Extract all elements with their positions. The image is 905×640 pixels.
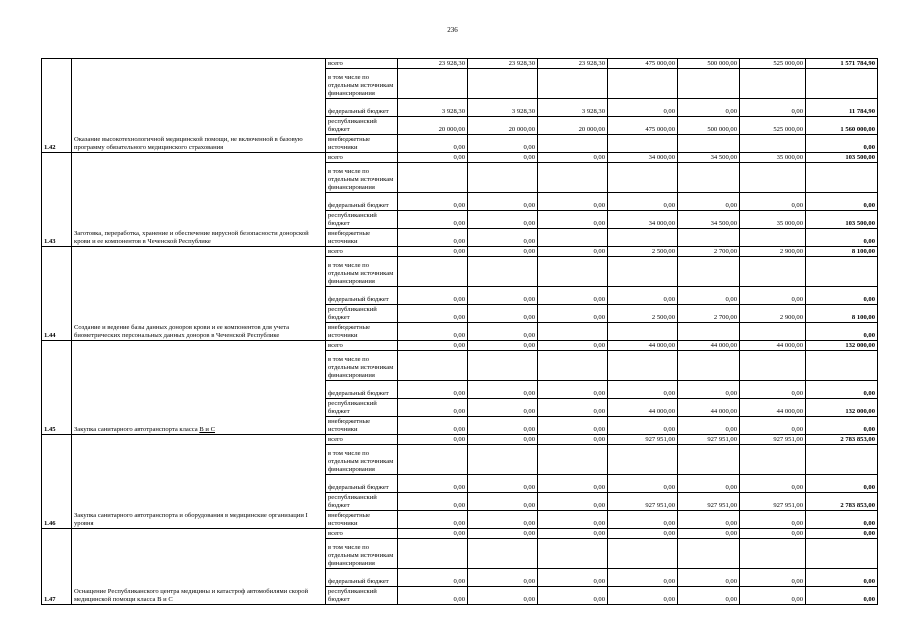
funding-source-label: всего [326,435,398,445]
year-amount-cell: 0,00 [398,229,468,247]
year-amount-cell: 0,00 [468,381,538,399]
year-amount-cell: 0,00 [468,211,538,229]
financing-table [41,58,878,605]
funding-source-label: федеральный бюджет [326,287,398,305]
item-number: 1.44 [42,247,72,341]
year-amount-cell: 23 928,30 [538,59,608,69]
year-amount-cell [678,539,740,569]
total-amount-cell: 0,00 [806,569,878,587]
year-amount-cell: 0,00 [468,475,538,493]
year-amount-cell: 23 928,30 [398,59,468,69]
year-amount-cell: 44 000,00 [608,399,678,417]
year-amount-cell: 0,00 [740,529,806,539]
total-amount-cell: 0,00 [806,475,878,493]
year-amount-cell: 0,00 [678,529,740,539]
funding-source-label: федеральный бюджет [326,193,398,211]
year-amount-cell: 0,00 [468,435,538,445]
year-amount-cell: 0,00 [740,193,806,211]
year-amount-cell: 0,00 [608,569,678,587]
year-amount-cell: 0,00 [398,417,468,435]
item-name: Создание и ведение базы данных доноров крови и ее компонентов для учета биометрических персональных данных доноров в Чеченской Республике [72,247,326,341]
year-amount-cell: 0,00 [740,511,806,529]
year-amount-cell: 0,00 [468,247,538,257]
year-amount-cell [538,539,608,569]
year-amount-cell [740,163,806,193]
year-amount-cell: 0,00 [538,305,608,323]
year-amount-cell: 475 000,00 [608,59,678,69]
year-amount-cell [538,445,608,475]
funding-source-label: федеральный бюджет [326,99,398,117]
item-name: Закупка санитарного автотранспорта и оборудования в медицинские организации I уровня [72,435,326,529]
total-amount-cell: 0,00 [806,193,878,211]
year-amount-cell [398,257,468,287]
year-amount-cell: 20 000,00 [468,117,538,135]
total-amount-cell: 0,00 [806,587,878,605]
year-amount-cell: 927 951,00 [678,435,740,445]
year-amount-cell: 0,00 [538,399,608,417]
year-amount-cell [678,323,740,341]
funding-source-label: республиканский бюджет [326,493,398,511]
year-amount-cell: 0,00 [678,99,740,117]
year-amount-cell: 44 000,00 [678,341,740,351]
year-amount-cell: 34 000,00 [608,153,678,163]
year-amount-cell: 2 700,00 [678,305,740,323]
year-amount-cell: 0,00 [468,229,538,247]
year-amount-cell: 0,00 [538,417,608,435]
year-amount-cell: 0,00 [398,435,468,445]
year-amount-cell: 500 000,00 [678,59,740,69]
table-row [42,153,878,163]
year-amount-cell: 0,00 [538,381,608,399]
year-amount-cell: 0,00 [398,305,468,323]
year-amount-cell [398,163,468,193]
year-amount-cell: 0,00 [608,193,678,211]
year-amount-cell: 44 000,00 [678,399,740,417]
funding-source-label: всего [326,153,398,163]
table-row [42,435,878,445]
year-amount-cell: 0,00 [468,323,538,341]
year-amount-cell [678,229,740,247]
year-amount-cell: 0,00 [468,287,538,305]
year-amount-cell [398,445,468,475]
year-amount-cell: 0,00 [678,287,740,305]
year-amount-cell: 35 000,00 [740,211,806,229]
year-amount-cell [538,135,608,153]
year-amount-cell: 0,00 [468,135,538,153]
year-amount-cell: 0,00 [398,475,468,493]
year-amount-cell: 0,00 [398,153,468,163]
year-amount-cell: 20 000,00 [398,117,468,135]
year-amount-cell: 0,00 [538,493,608,511]
total-amount-cell: 0,00 [806,287,878,305]
total-amount-cell [806,445,878,475]
year-amount-cell: 0,00 [468,529,538,539]
year-amount-cell: 0,00 [538,529,608,539]
year-amount-cell: 2 500,00 [608,305,678,323]
table-row [42,341,878,351]
funding-source-label: федеральный бюджет [326,475,398,493]
year-amount-cell [678,135,740,153]
table-row [42,59,878,69]
year-amount-cell: 0,00 [468,587,538,605]
year-amount-cell: 0,00 [398,511,468,529]
year-amount-cell: 0,00 [468,511,538,529]
year-amount-cell: 0,00 [468,417,538,435]
year-amount-cell [468,163,538,193]
year-amount-cell: 20 000,00 [538,117,608,135]
total-amount-cell: 8 100,00 [806,305,878,323]
funding-source-label: республиканский бюджет [326,305,398,323]
year-amount-cell: 0,00 [538,435,608,445]
total-amount-cell: 2 783 853,00 [806,493,878,511]
year-amount-cell: 0,00 [740,417,806,435]
year-amount-cell: 525 000,00 [740,117,806,135]
year-amount-cell: 2 500,00 [608,247,678,257]
year-amount-cell: 0,00 [398,211,468,229]
year-amount-cell: 0,00 [538,153,608,163]
funding-source-label: всего [326,247,398,257]
year-amount-cell [740,445,806,475]
year-amount-cell: 0,00 [608,587,678,605]
year-amount-cell [740,257,806,287]
item-number: 1.45 [42,341,72,435]
funding-source-label: в том числе по отдельным источникам финансирования [326,539,398,569]
year-amount-cell [468,539,538,569]
year-amount-cell: 0,00 [678,587,740,605]
year-amount-cell: 34 500,00 [678,211,740,229]
year-amount-cell [608,69,678,99]
year-amount-cell: 0,00 [398,399,468,417]
funding-source-label: в том числе по отдельным источникам финансирования [326,69,398,99]
year-amount-cell [468,445,538,475]
year-amount-cell: 44 000,00 [740,341,806,351]
funding-source-label: в том числе по отдельным источникам финансирования [326,445,398,475]
total-amount-cell: 8 100,00 [806,247,878,257]
year-amount-cell [740,229,806,247]
year-amount-cell: 0,00 [468,341,538,351]
year-amount-cell: 0,00 [398,323,468,341]
year-amount-cell: 2 900,00 [740,247,806,257]
year-amount-cell [608,257,678,287]
year-amount-cell: 0,00 [398,193,468,211]
funding-source-label: республиканский бюджет [326,117,398,135]
year-amount-cell: 0,00 [740,287,806,305]
year-amount-cell: 0,00 [538,193,608,211]
total-amount-cell: 1 560 000,00 [806,117,878,135]
year-amount-cell: 0,00 [398,493,468,511]
funding-source-label: в том числе по отдельным источникам финансирования [326,257,398,287]
year-amount-cell [398,351,468,381]
funding-source-label: в том числе по отдельным источникам финансирования [326,351,398,381]
year-amount-cell [538,69,608,99]
year-amount-cell [740,323,806,341]
year-amount-cell [608,445,678,475]
total-amount-cell: 0,00 [806,511,878,529]
year-amount-cell: 0,00 [608,529,678,539]
item-number: 1.42 [42,59,72,153]
year-amount-cell [608,539,678,569]
total-amount-cell: 0,00 [806,417,878,435]
year-amount-cell: 0,00 [398,381,468,399]
year-amount-cell: 0,00 [398,135,468,153]
year-amount-cell: 0,00 [538,511,608,529]
year-amount-cell: 0,00 [608,381,678,399]
total-amount-cell: 132 000,00 [806,399,878,417]
funding-source-label: всего [326,59,398,69]
year-amount-cell: 0,00 [678,193,740,211]
year-amount-cell: 927 951,00 [608,435,678,445]
funding-source-label: внебюджетные источники [326,417,398,435]
year-amount-cell: 2 700,00 [678,247,740,257]
year-amount-cell: 0,00 [398,247,468,257]
year-amount-cell: 475 000,00 [608,117,678,135]
year-amount-cell: 3 928,30 [398,99,468,117]
funding-source-label: федеральный бюджет [326,381,398,399]
year-amount-cell: 0,00 [538,475,608,493]
funding-source-label: в том числе по отдельным источникам финансирования [326,163,398,193]
year-amount-cell: 0,00 [538,569,608,587]
item-number: 1.43 [42,153,72,247]
item-name: Заготовка, переработка, хранение и обеспечение вирусной безопасности донорской крови и ее компонентов в Чеченской Республике [72,153,326,247]
funding-source-label: всего [326,341,398,351]
year-amount-cell [468,257,538,287]
year-amount-cell: 23 928,30 [468,59,538,69]
year-amount-cell: 0,00 [740,587,806,605]
page-number: 236 [447,26,458,34]
year-amount-cell [398,539,468,569]
year-amount-cell: 3 928,30 [468,99,538,117]
year-amount-cell: 0,00 [398,587,468,605]
year-amount-cell: 0,00 [608,287,678,305]
year-amount-cell: 927 951,00 [740,493,806,511]
year-amount-cell [468,69,538,99]
funding-source-label: внебюджетные источники [326,323,398,341]
year-amount-cell: 525 000,00 [740,59,806,69]
total-amount-cell: 132 000,00 [806,341,878,351]
item-name: Оснащение Республиканского центра медицины и катастроф автомобилями скорой медицинской помощи класса В и С [72,529,326,605]
year-amount-cell: 0,00 [398,529,468,539]
year-amount-cell: 927 951,00 [678,493,740,511]
year-amount-cell [678,351,740,381]
year-amount-cell [608,135,678,153]
item-number: 1.47 [42,529,72,605]
funding-source-label: республиканский бюджет [326,399,398,417]
year-amount-cell: 0,00 [468,305,538,323]
year-amount-cell [468,351,538,381]
year-amount-cell [538,323,608,341]
funding-source-label: всего [326,529,398,539]
table-row [42,247,878,257]
total-amount-cell [806,163,878,193]
year-amount-cell [678,445,740,475]
year-amount-cell [608,163,678,193]
year-amount-cell: 44 000,00 [608,341,678,351]
year-amount-cell [538,257,608,287]
year-amount-cell: 0,00 [678,381,740,399]
total-amount-cell: 0,00 [806,381,878,399]
year-amount-cell: 0,00 [608,99,678,117]
year-amount-cell: 44 000,00 [740,399,806,417]
total-amount-cell: 1 571 784,90 [806,59,878,69]
year-amount-cell [608,323,678,341]
total-amount-cell: 0,00 [806,323,878,341]
year-amount-cell: 0,00 [678,475,740,493]
year-amount-cell: 0,00 [538,287,608,305]
item-name [72,341,326,435]
year-amount-cell: 35 000,00 [740,153,806,163]
year-amount-cell: 927 951,00 [608,493,678,511]
year-amount-cell: 0,00 [538,587,608,605]
year-amount-cell: 0,00 [678,511,740,529]
item-name: Оказание высокотехнологичной медицинской помощи, не включенной в базовую программу обязательного медицинского страхования [72,59,326,153]
funding-source-label: внебюджетные источники [326,511,398,529]
year-amount-cell: 0,00 [538,247,608,257]
funding-source-label: республиканский бюджет [326,211,398,229]
year-amount-cell [678,69,740,99]
year-amount-cell: 0,00 [468,493,538,511]
year-amount-cell: 34 000,00 [608,211,678,229]
total-amount-cell [806,539,878,569]
total-amount-cell: 0,00 [806,529,878,539]
year-amount-cell: 0,00 [468,153,538,163]
item-name-underlined: В и С [199,426,215,433]
year-amount-cell: 0,00 [468,399,538,417]
year-amount-cell [608,351,678,381]
year-amount-cell: 927 951,00 [740,435,806,445]
total-amount-cell [806,69,878,99]
year-amount-cell: 0,00 [608,475,678,493]
year-amount-cell: 2 900,00 [740,305,806,323]
funding-source-label: внебюджетные источники [326,229,398,247]
item-name-text: Закупка санитарного автотранспорта класса [74,426,200,433]
year-amount-cell: 0,00 [538,211,608,229]
item-number: 1.46 [42,435,72,529]
year-amount-cell: 0,00 [398,569,468,587]
year-amount-cell: 0,00 [468,569,538,587]
year-amount-cell: 0,00 [538,341,608,351]
year-amount-cell [538,163,608,193]
year-amount-cell: 0,00 [740,475,806,493]
funding-source-label: внебюджетные источники [326,135,398,153]
total-amount-cell: 0,00 [806,229,878,247]
year-amount-cell [398,69,468,99]
year-amount-cell [538,229,608,247]
year-amount-cell: 0,00 [740,99,806,117]
total-amount-cell: 103 500,00 [806,153,878,163]
year-amount-cell [678,257,740,287]
table-row [42,529,878,539]
total-amount-cell [806,351,878,381]
year-amount-cell: 0,00 [608,511,678,529]
year-amount-cell: 0,00 [398,287,468,305]
year-amount-cell [678,163,740,193]
year-amount-cell [740,135,806,153]
year-amount-cell: 0,00 [740,569,806,587]
year-amount-cell [740,69,806,99]
year-amount-cell: 0,00 [678,569,740,587]
total-amount-cell: 103 500,00 [806,211,878,229]
year-amount-cell: 0,00 [398,341,468,351]
total-amount-cell: 11 784,90 [806,99,878,117]
year-amount-cell: 0,00 [678,417,740,435]
year-amount-cell: 0,00 [740,381,806,399]
year-amount-cell: 500 000,00 [678,117,740,135]
total-amount-cell: 2 783 853,00 [806,435,878,445]
table-body [42,59,878,605]
year-amount-cell [538,351,608,381]
funding-source-label: федеральный бюджет [326,569,398,587]
year-amount-cell [608,229,678,247]
total-amount-cell: 0,00 [806,135,878,153]
year-amount-cell: 0,00 [468,193,538,211]
year-amount-cell: 0,00 [608,417,678,435]
total-amount-cell [806,257,878,287]
year-amount-cell [740,539,806,569]
year-amount-cell [740,351,806,381]
year-amount-cell: 3 928,30 [538,99,608,117]
funding-source-label: республиканский бюджет [326,587,398,605]
year-amount-cell: 34 500,00 [678,153,740,163]
